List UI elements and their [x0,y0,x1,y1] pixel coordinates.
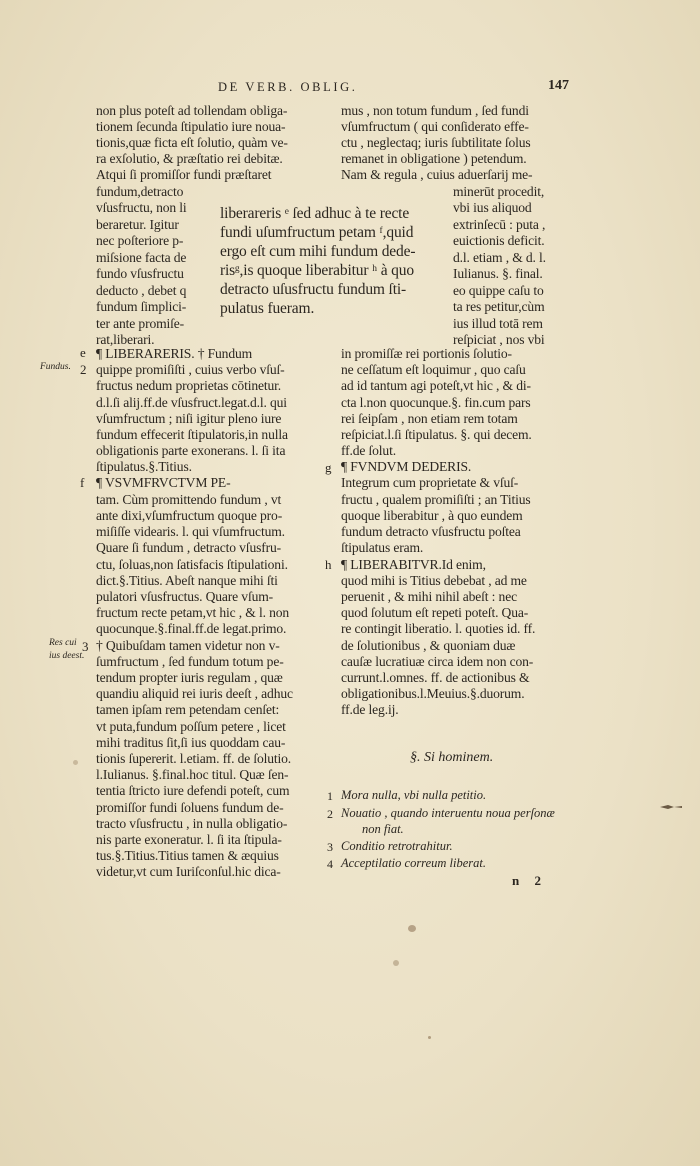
page-number: 147 [548,78,569,93]
text-line: tionis ſupererit. l.etiam. ff. de ſolutio. [96,751,292,766]
text-line: tionis,quæ ficta eſt ſolutio, quàm ve- [96,135,288,150]
text-line: ¶ FVNDVM DEDERIS. [341,459,472,474]
margin-mark-f: f [80,475,85,490]
inset-line: fundi uſumfructum petam ᶠ,quid [220,224,414,241]
text-line: Nam & regula , cuius aduerſarij me- [341,167,533,182]
text-line: vſusfructu, non li [96,200,187,215]
text-line: ſtipulatus.§.Titius. [96,459,192,474]
text-line: fundo vſusfructu [96,266,184,281]
text-line: ne ceſſatum eſt loquimur , quo caſu [341,362,526,377]
inset-line: pulatus fueram. [220,300,315,317]
summary-item: Nouatio , quando interuentu noua perſonæ [341,806,555,820]
summary-heading: §. Si hominem. [410,750,494,765]
text-line: vſumfructum ; niſi igitur pleno iure [96,411,282,426]
text-line: vſumfructum ( qui conſiderato effe- [341,119,529,134]
text-line: videtur,vt cum Iuriſconſul.hic dica- [96,864,281,879]
text-line: tamen ipſam rem petendam cenſet: [96,702,280,717]
text-line: vt puta,fundum poſſum petere , licet [96,719,286,734]
summary-item-continued: non fiat. [362,822,404,836]
text-line: † Quibuſdam tamen videtur non v- [96,638,280,653]
text-line: deducto , debet q [96,283,187,298]
text-line: tentia ſtricto iure defendi poteſt, cum [96,783,290,798]
text-line: nec poſteriore p- [96,233,184,248]
margin-mark-g: g [325,460,332,475]
text-line: ius illud totā rem [453,316,543,331]
text-line: l.Iulianus. §.final.hoc titul. Quæ ſen- [96,767,289,782]
text-line: nis parte exoneratur. l. ſi ita ſtipula- [96,832,282,847]
text-line: d.l. etiam , & d. l. [453,250,546,265]
text-line: tus.§.Titius.Titius tamen & æquius [96,848,279,863]
text-line: obligationibus.l.Meuius.§.duorum. [341,686,525,701]
text-line: rei ſeipſam , non etiam rem totam [341,411,518,426]
text-line: ¶ LIBERABITVR.Id enim, [341,557,486,572]
inset-line: detracto uſusfructu fundum ſti- [220,281,407,298]
text-line: quippe promiſiſti , cuius verbo vſuſ- [96,362,285,377]
margin-note-ius-deest: ius deest. [49,651,85,661]
text-line: quod ſolutum eſt repeti poteſt. Qua- [341,605,529,620]
ink-spot [428,1036,431,1039]
inset-line: risᵍ,is quoque liberabitur ʰ à quo [220,262,414,279]
running-title: DE VERB. OBLIG. [218,80,358,94]
text-line: rat,liberari. [96,332,155,347]
signature-mark: n 2 [512,873,547,888]
text-line: cauſæ lucratiuæ circa idem non con- [341,654,534,669]
text-line: euictionis deficit. [453,233,545,248]
text-line: ff.de leg.ij. [341,702,399,717]
text-line: Integrum cum proprietate & vſuſ- [341,475,519,490]
text-line: fundum,detracto [96,184,184,199]
text-line: extrinſecū : puta , [453,217,546,232]
text-line: beraretur. Igitur [96,217,179,232]
text-line: pulatori vſusfructus. Quare vſum- [96,589,274,604]
text-line: reſpiciat.l.ſi ſtipulatus. §. qui decem. [341,427,532,442]
text-line: tendum propter iuris regulam , quæ [96,670,283,685]
text-line: tionem ſecunda ſtipulatio iure noua- [96,119,286,134]
text-line: currunt.l.omnes. ff. de actionibus & [341,670,530,685]
summary-number: 3 [327,840,333,854]
text-line: ter ante promiſe- [96,316,185,331]
text-line: mihi traditus ſit,ſi ius quoddam cau- [96,735,286,750]
text-line: peruenit , & mihi nihil abeſt : nec [341,589,517,604]
inset-line: ergo eſt cum mihi fundum dede- [220,243,416,260]
text-line: quod mihi is Titius debebat , ad me [341,573,527,588]
text-line: quocunque.§.final.ff.de legat.primo. [96,621,287,636]
summary-number: 4 [327,857,333,871]
text-line: obligationis parte exonerans. l. ſi ita [96,443,286,458]
ink-spot [408,925,416,932]
margin-mark-h: h [325,557,332,572]
summary-item: Mora nulla, vbi nulla petitio. [341,788,487,802]
text-line: fundum detracto vſusfructu poſtea [341,524,521,539]
summary-item: Acceptilatio correum liberat. [341,856,486,870]
text-line: de ſolutionibus , & quoniam duæ [341,638,516,653]
text-line: eo quippe caſu to [453,283,544,298]
text-line: non plus poteſt ad tollendam obliga- [96,103,288,118]
inset-line: liberareris ᵉ ſed adhuc à te recte [220,205,410,222]
text-line: ante dixi,vſumfructum quoque pro- [96,508,283,523]
text-line: vbi ius aliquod [453,200,532,215]
summary-number: 2 [327,807,333,821]
text-line: cta l.non quocunque.§. fin.cum pars [341,395,531,410]
margin-mark-3: 3 [82,639,89,654]
text-line: ad id tantum agi poteſt,vt hic , & di- [341,378,531,393]
text-line: Quare ſi fundum , detracto vſusfru- [96,540,282,555]
text-line: ctu , neglectaq; iuris ſubtilitate ſolus [341,135,531,150]
text-line: mus , non totum fundum , ſed fundi [341,103,529,118]
text-line: ſtipulatus eram. [341,540,424,555]
text-line: tracto vſusfructu , in nulla obligatio- [96,816,288,831]
text-line: re contingit liberatio. l. quoties id. ff. [341,621,536,636]
text-line: tam. Cùm promittendo fundum , vt [96,492,282,507]
text-line: minerūt procedit, [453,184,545,199]
margin-mark-e: e [80,345,86,360]
margin-note-res-cui: Res cui [49,638,77,648]
text-line: fructum recte petam,vt hic , & l. non [96,605,290,620]
text-line: quandiu aliquid rei iuris deeſt , adhuc [96,686,293,701]
text-line: ra exſolutio, & præſtatio rei debitæ. [96,151,283,166]
text-line: quoque liberabitur , à quo eundem [341,508,523,523]
text-line: reſpiciat , nos vbi [453,332,545,347]
text-line: fundum ſimplici- [96,299,187,314]
text-line: ta res petitur,cùm [453,299,545,314]
ink-spot [393,960,399,966]
text-line: d.l.ſi alij.ff.de vſusfruct.legat.d.l. qui [96,395,287,410]
text-line: remanet in obligatione ) petendum. [341,151,527,166]
text-line: fundum effecerit ſtipulatoris,in nulla [96,427,288,442]
text-line: Atqui ſi promiſſor fundi præſtaret [96,167,272,182]
text-line: ¶ LIBERARERIS. † Fundum [96,346,253,361]
text-line: dict.§.Titius. Abeſt nanque mihi ſti [96,573,278,588]
text-line: ¶ VSVMFRVCTVM PE- [96,475,231,490]
ornament-mark [660,797,682,803]
text-line: in promiſſæ rei portionis ſolutio- [341,346,512,361]
text-line: fructus nedum proprietas cōtinetur. [96,378,282,393]
margin-note-fundus: Fundus. [40,362,71,372]
ink-spot [73,760,78,765]
text-line: fructu , qualem promiſiſti ; an Titius [341,492,531,507]
text-line: miſsione facta de [96,250,187,265]
text-line: ff.de ſolut. [341,443,396,458]
text-line: Iulianus. §. final. [453,266,543,281]
margin-mark-2: 2 [80,362,87,377]
text-line: promiſſor fundi ſoluens fundum de- [96,800,284,815]
text-line: miſiſſe videaris. l. qui vſumfructum. [96,524,285,539]
text-line: ſumfructum , ſed fundum totum pe- [96,654,284,669]
text-line: ctu, ſoluas,non ſatisfacis ſtipulationi. [96,557,288,572]
summary-item: Conditio retrotrahitur. [341,839,453,853]
summary-number: 1 [327,789,333,803]
